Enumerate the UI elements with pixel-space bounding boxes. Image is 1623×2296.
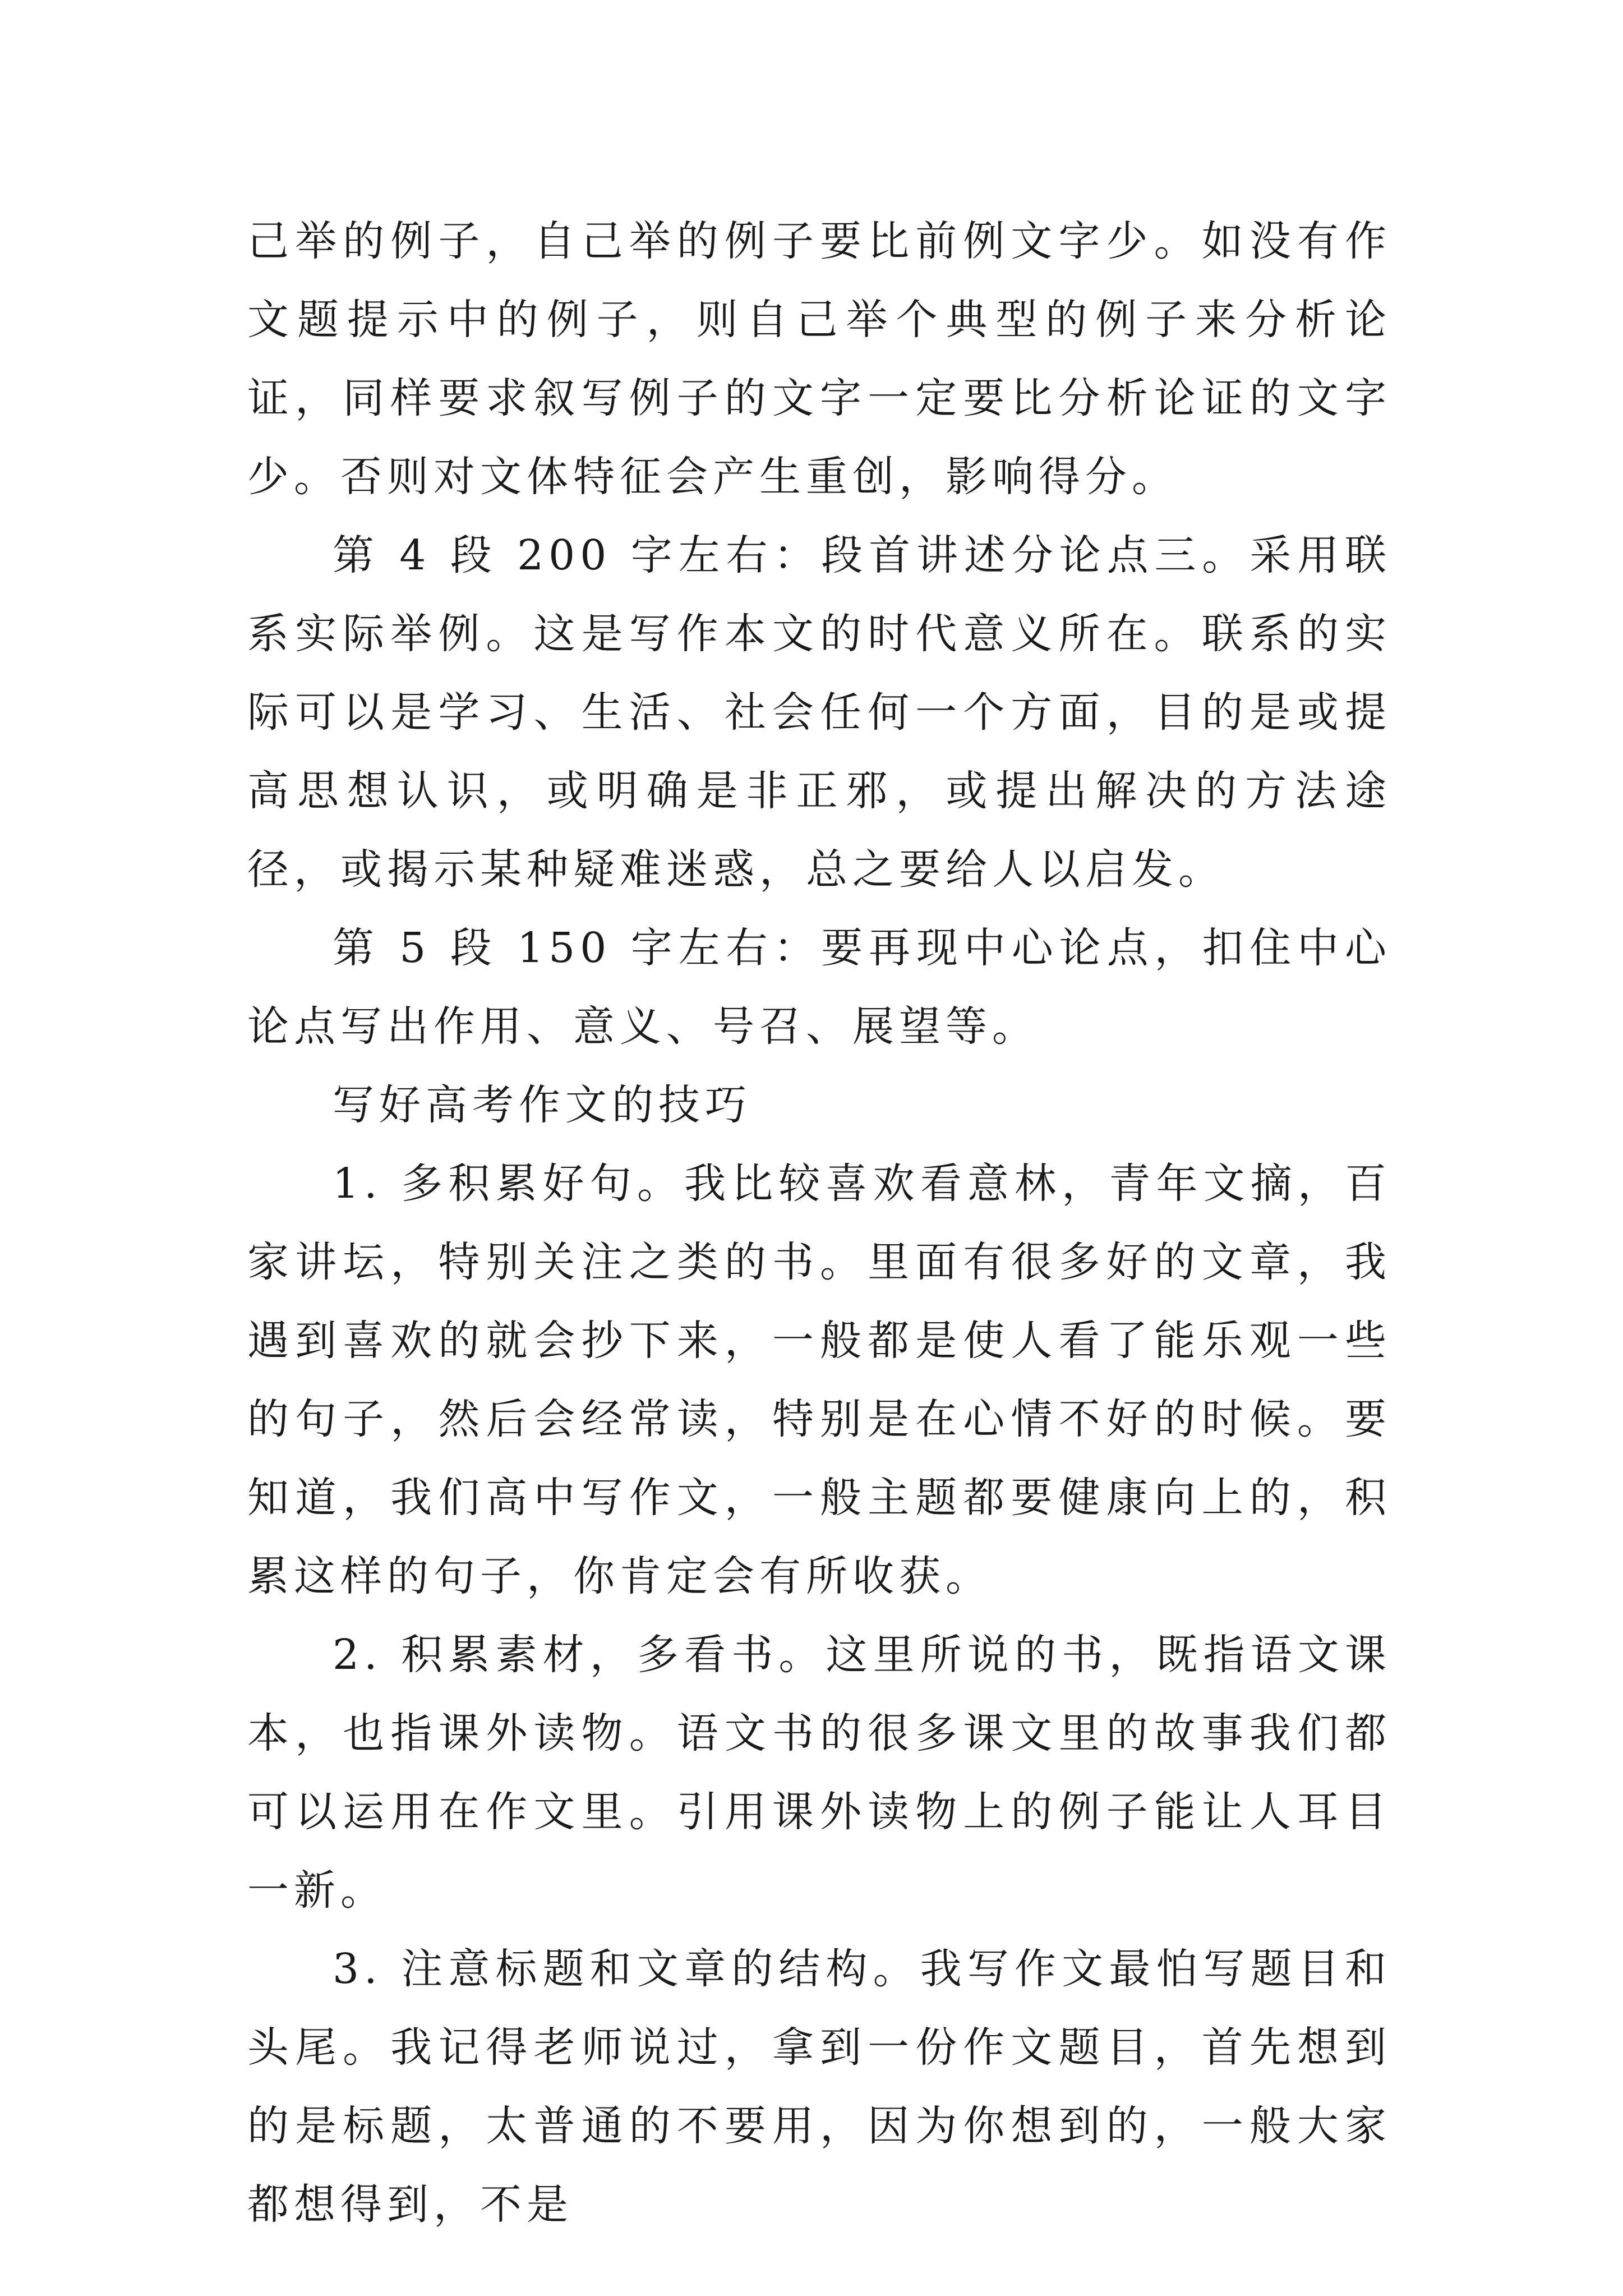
paragraph-1: 己举的例子，自己举的例子要比前例文字少。如没有作文题提示中的例子，则自己举个典型的例子来分析论证，同样要求叙写例子的文字一定要比分析论证的文字少。否则对文体特征会产生重创，影响得分。 (247, 217, 1391, 501)
paragraph-2: 第 4 段 200 字左右：段首讲述分论点三。采用联系实际举例。这是写作本文的时代意义所在。联系的实际可以是学习、生活、社会任何一个方面，目的是或提高思想认识，或明确是非正邪，或提出解决的方法途径，或揭示某种疑难迷惑，总之要给人以启发。 (247, 531, 1391, 894)
document-body (247, 202, 1391, 2244)
tip-3-paragraph: 3. 注意标题和文章的结构。我写作文最怕写题目和头尾。我记得老师说过，拿到一份作文题目，首先想到的是标题，太普通的不要用，因为你想到的，一般大家都想得到，不是 (247, 1945, 1391, 2229)
tip-2-paragraph: 2. 积累素材，多看书。这里所说的书，既指语文课本，也指课外读物。语文书的很多课文里的故事我们都可以运用在作文里。引用课外读物上的例子能让人耳目一新。 (247, 1631, 1391, 1915)
tip-1-paragraph: 1. 多积累好句。我比较喜欢看意林，青年文摘，百家讲坛，特别关注之类的书。里面有很多好的文章，我遇到喜欢的就会抄下来，一般都是使人看了能乐观一些的句子，然后会经常读，特别是在心情不好的时候。要知道，我们高中写作文，一般主题都要健康向上的，积累这样的句子，你肯定会有所收获。 (247, 1159, 1391, 1600)
section-heading: 写好高考作文的技巧 (333, 1081, 751, 1129)
paragraph-3: 第 5 段 150 字左右：要再现中心论点，扣住中心论点写出作用、意义、号召、展望等。 (247, 924, 1391, 1051)
